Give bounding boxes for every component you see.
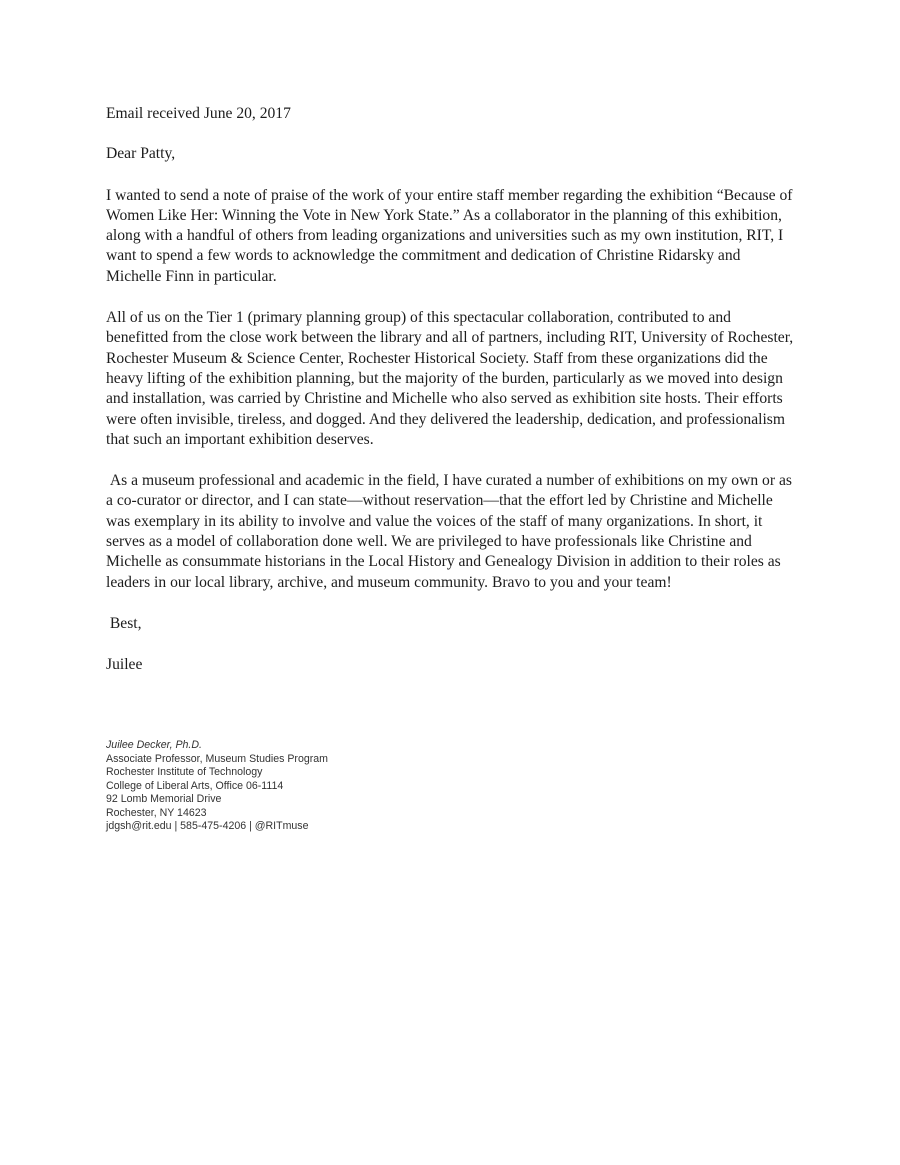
signature-city: Rochester, NY 14623 bbox=[106, 806, 207, 819]
closing: Best, bbox=[106, 614, 142, 632]
email-signature bbox=[106, 739, 506, 834]
signoff-name: Juilee bbox=[106, 656, 143, 674]
letter-body bbox=[106, 104, 796, 696]
signature-street: 92 Lomb Memorial Drive bbox=[106, 793, 222, 805]
paragraph-collaboration: All of us on the Tier 1 (primary planning group) of this spectacular collaboration, contributed to and benefitted from the close work between the library and all of partners, including RIT, University of Rochester, Rochester Museum & Science Center, Rochester Historical Society. Staff from these organizations did the heavy lifting of the exhibition planning, but the majority of the burden, particularly as we moved into design and installation, was carried by Christine and Michelle who also served as exhibition site hosts. Their efforts were often invisible, tireless, and dogged. And they delivered the leadership, dedication, and professionalism that such an important exhibition deserves. bbox=[106, 309, 794, 448]
email-received-date: Email received June 20, 2017 bbox=[106, 105, 291, 122]
signature-title: Associate Professor, Museum Studies Program bbox=[106, 752, 328, 765]
signature-contact: jdgsh@rit.edu | 585-475-4206 | @RITmuse bbox=[106, 820, 309, 832]
paragraph-praise: I wanted to send a note of praise of the work of your entire staff member regarding the exhibition “Because of Women Like Her: Winning the Vote in New York State.” As a collaborator in the planning of this exhibition, along with a handful of others from leading organizations and universities such as my own institution, RIT, I want to spend a few words to acknowledge the commitment and dedication of Christine Ridarsky and Michelle Finn in particular. bbox=[106, 186, 793, 285]
salutation: Dear Patty, bbox=[106, 145, 176, 163]
signature-institution: Rochester Institute of Technology bbox=[106, 766, 263, 778]
signature-name: Juilee Decker, Ph.D. bbox=[106, 739, 202, 751]
signature-college: College of Liberal Arts, Office 06-1114 bbox=[106, 779, 284, 792]
paragraph-professional-assessment: As a museum professional and academic in the field, I have curated a number of exhibitions on my own or as a co-curator or director, and I can state—without reservation—that the effort led by Christine and Michelle was exemplary in its ability to involve and value the voices of the staff of many organizations. In short, it serves as a model of collaboration done well. We are privileged to have professionals like Christine and Michelle as consummate historians in the Local History and Genealogy Division in addition to their roles as leaders in our local library, archive, and museum community. Bravo to you and your team! bbox=[106, 472, 796, 591]
